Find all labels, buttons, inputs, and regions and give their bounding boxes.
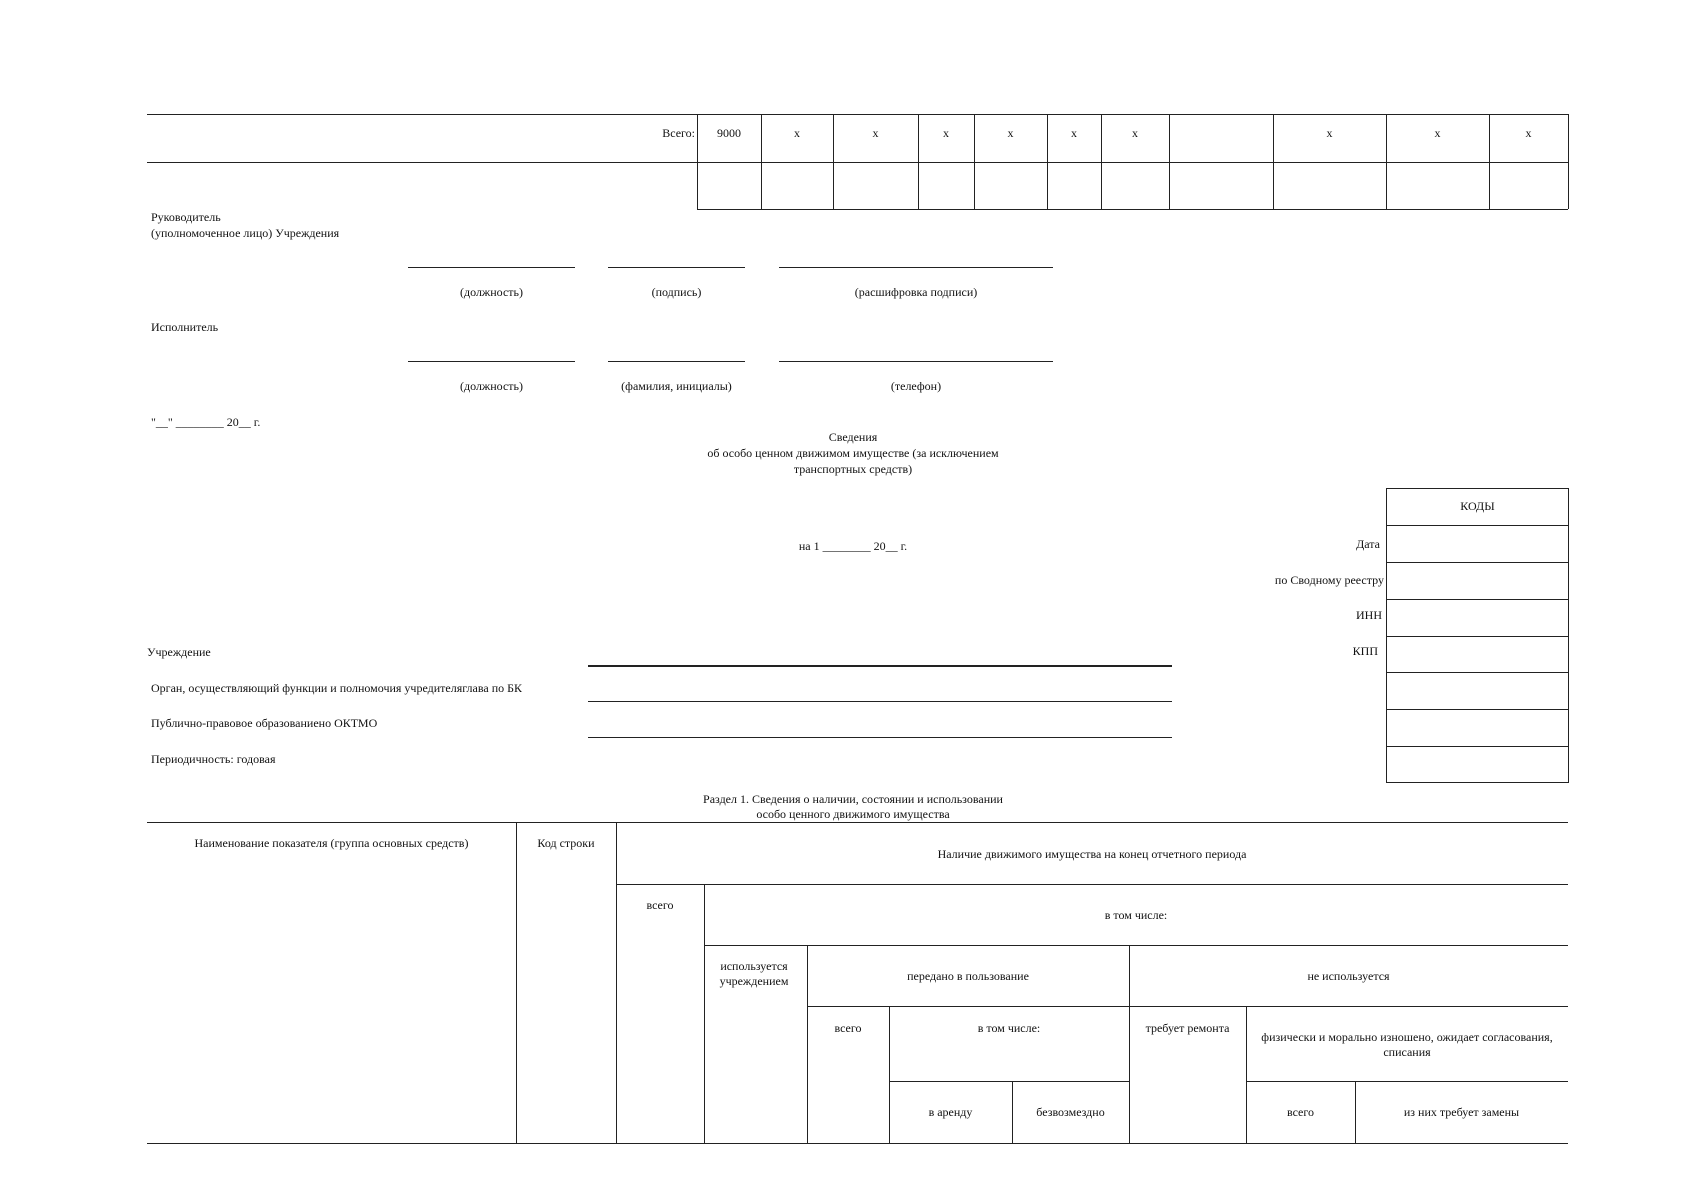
codes-header: КОДЫ [1460, 499, 1495, 513]
head-label: Руководитель [151, 210, 221, 224]
code-value-kpp[interactable] [1387, 637, 1567, 671]
head-caption-signature: (подпись) [651, 285, 702, 299]
executor-name-line[interactable] [608, 361, 745, 362]
founder-label: Орган, осуществляющий функции и полномочия учредителяглава по БК [151, 681, 523, 695]
executor-caption-phone: (телефон) [890, 379, 942, 393]
head-name-line[interactable] [779, 267, 1053, 268]
head-label-sub: (уполномоченное лицо) Учреждения [151, 226, 340, 240]
totals-mark: x [1132, 126, 1138, 140]
col-needs-repair: требует ремонта [1145, 1021, 1230, 1035]
col-free-of-charge: безвозмездно [1036, 1105, 1105, 1119]
totals-mark: x [1007, 126, 1014, 140]
section1-title-line1: Раздел 1. Сведения о наличии, состоянии и использовании [703, 792, 1003, 806]
code-label-kpp: КПП [1352, 644, 1378, 658]
totals-label: Всего: [662, 126, 695, 140]
totals-mark: x [1071, 126, 1077, 140]
executor-phone-line[interactable] [779, 361, 1053, 362]
code-value-date[interactable] [1387, 526, 1567, 561]
executor-position-line[interactable] [408, 361, 575, 362]
totals-mark: x [1525, 126, 1532, 140]
totals-mark: x [1434, 126, 1441, 140]
founder-line[interactable] [588, 701, 1172, 702]
institution-line[interactable] [588, 665, 1172, 667]
totals-mark: x [943, 126, 949, 140]
col-transferred-total: всего [834, 1021, 862, 1035]
head-position-line[interactable] [408, 267, 575, 268]
executor-caption-position: (должность) [460, 379, 523, 393]
executor-label: Исполнитель [151, 320, 219, 334]
totals-mark: x [794, 126, 800, 140]
institution-label: Учреждение [147, 645, 211, 659]
col-not-used: не используется [1307, 969, 1390, 983]
col-total: всего [646, 898, 674, 912]
col-needs-replacement: из них требует замены [1403, 1105, 1520, 1119]
col-transferred-including: в том числе: [977, 1021, 1041, 1035]
col-row-code: Код строки [537, 836, 595, 850]
periodicity-label: Периодичность: годовая [151, 752, 276, 766]
code-label-date: Дата [1356, 537, 1380, 551]
report-date: на 1 ________ 20__ г. [798, 539, 908, 553]
code-value-registry[interactable] [1387, 563, 1567, 598]
code-label-registry: по Сводному реестру [1274, 573, 1384, 587]
totals-mark: x [1326, 126, 1333, 140]
col-transferred: передано в пользование [907, 969, 1029, 983]
col-worn-total: всего [1286, 1105, 1315, 1119]
col-indicator-name: Наименование показателя (группа основных средств) [194, 836, 469, 850]
report-title-line1: Сведения [828, 430, 878, 444]
head-caption-name: (расшифровка подписи) [854, 285, 978, 299]
executor-caption-name: (фамилия, инициалы) [621, 379, 732, 393]
signature-date: "__" ________ 20__ г. [151, 415, 261, 429]
totals-mark: x [872, 126, 879, 140]
head-signature-line[interactable] [608, 267, 745, 268]
section1-title-line2: особо ценного движимого имущества [756, 807, 950, 821]
municipality-line[interactable] [588, 737, 1172, 738]
totals-code: 9000 [717, 126, 741, 140]
municipality-label: Публично-правовое образованиено ОКТМО [151, 716, 378, 730]
code-value-inn[interactable] [1387, 600, 1567, 635]
col-availability: Наличие движимого имущества на конец отчетного периода [937, 847, 1247, 861]
col-used-by-institution: используется учреждением [719, 959, 789, 988]
col-rent: в аренду [928, 1105, 973, 1119]
report-title-line2: об особо ценном движимом имуществе (за исключением [707, 446, 999, 460]
col-including: в том числе: [1104, 908, 1168, 922]
code-label-inn: ИНН [1356, 608, 1382, 622]
col-worn-out: физически и морально изношено, ожидает согласования, списания [1261, 1030, 1553, 1059]
head-caption-position: (должность) [460, 285, 523, 299]
report-title-line3: транспортных средств) [793, 462, 913, 476]
